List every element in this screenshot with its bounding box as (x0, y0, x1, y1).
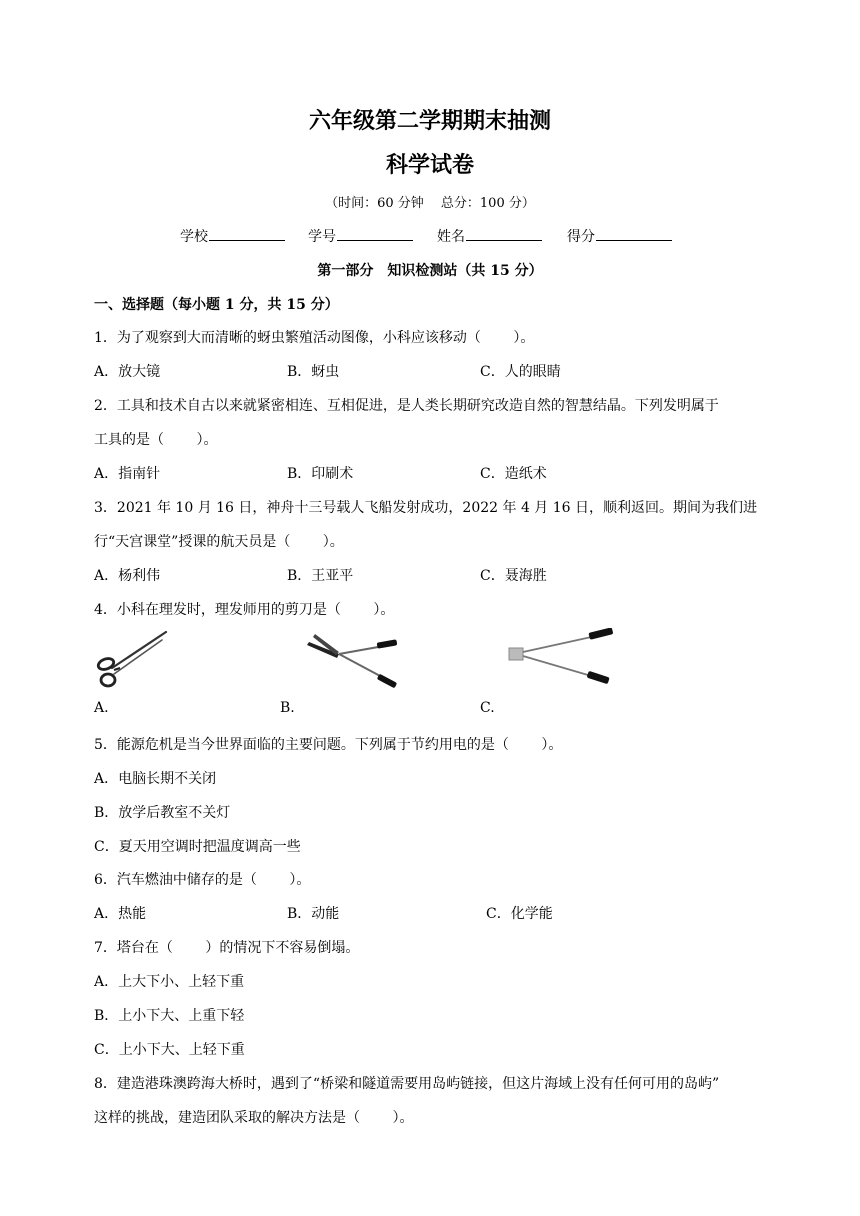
q2-option-a[interactable]: A．指南针 (94, 466, 161, 482)
q3-option-b[interactable]: B．王亚平 (287, 568, 354, 584)
q4-option-c[interactable]: C. (480, 700, 495, 716)
q4-option-a[interactable]: A. (94, 700, 109, 716)
q6-option-c[interactable]: C．化学能 (486, 906, 553, 922)
question-5: 5．能源危机是当今世界面临的主要问题。下列属于节约用电的是（ ）。 (94, 737, 563, 753)
q7-option-a[interactable]: A．上大下小、上轻下重 (94, 974, 245, 990)
question-4: 4．小科在理发时，理发师用的剪刀是（ ）。 (94, 602, 395, 618)
question-1: 1．为了观察到大而清晰的蚜虫繁殖活动图像，小科应该移动（ ）。 (94, 330, 535, 346)
exam-subtitle: 科学试卷 (385, 152, 474, 178)
question-8-line-1: 8．建造港珠澳跨海大桥时，遇到了“桥梁和隧道需要用岛屿链接，但这片海域上没有任何可用的岛屿” (94, 1076, 720, 1092)
question-3-line-2: 行“天宫课堂”授课的航天员是（ ）。 (94, 534, 344, 550)
info-student-id-label: 学号 (308, 229, 336, 245)
school-blank[interactable] (209, 226, 285, 241)
q1-option-c[interactable]: C．人的眼睛 (480, 364, 561, 380)
q1-option-a[interactable]: A．放大镜 (94, 364, 161, 380)
name-blank[interactable] (466, 226, 542, 241)
question-6: 6．汽车燃油中储存的是（ ）。 (94, 872, 311, 888)
q4-option-b[interactable]: B. (280, 700, 295, 716)
info-score[interactable] (567, 226, 672, 246)
section-title: 一、选择题（每小题 1 分，共 15 分） (94, 297, 339, 313)
question-7: 7．塔台在（ ）的情况下不容易倒塌。 (94, 940, 360, 956)
q5-option-a[interactable]: A．电脑长期不关闭 (94, 771, 217, 787)
q6-option-b[interactable]: B．动能 (287, 906, 340, 922)
info-name[interactable] (437, 226, 542, 246)
info-school-label: 学校 (180, 229, 208, 245)
info-school[interactable] (180, 226, 285, 246)
exam-title: 六年级第二学期期末抽测 (308, 108, 551, 134)
score-blank[interactable] (596, 226, 672, 241)
q5-option-b[interactable]: B．放学后教室不关灯 (94, 805, 231, 821)
time-info: （时间：60 分钟 总分：100 分） (325, 196, 535, 211)
info-name-label: 姓名 (437, 229, 465, 245)
q1-option-b[interactable]: B．蚜虫 (287, 364, 340, 380)
q6-option-a[interactable]: A．热能 (94, 906, 147, 922)
q7-option-b[interactable]: B．上小下大、上重下轻 (94, 1008, 245, 1024)
q7-option-c[interactable]: C．上小下大、上轻下重 (94, 1042, 245, 1058)
q2-option-c[interactable]: C．造纸术 (480, 466, 547, 482)
info-student-id[interactable] (308, 226, 413, 246)
question-3-line-1: 3．2021 年 10 月 16 日，神舟十三号载人飞船发射成功，2022 年 4 月 16 日，顺利返回。期间为我们进 (94, 500, 758, 516)
question-8-line-2: 这样的挑战，建造团队采取的解决方法是（ ）。 (94, 1110, 414, 1126)
student-id-blank[interactable] (337, 226, 413, 241)
q3-option-a[interactable]: A．杨利伟 (94, 568, 161, 584)
hair-scissors-icon (92, 630, 170, 692)
part-title: 第一部分 知识检测站（共 15 分） (317, 263, 543, 279)
q5-option-c[interactable]: C．夏天用空调时把温度调高一些 (94, 839, 301, 855)
question-2-line-2: 工具的是（ ）。 (94, 432, 218, 448)
info-score-label: 得分 (567, 229, 595, 245)
hedge-shears-icon (305, 632, 399, 688)
q2-option-b[interactable]: B．印刷术 (287, 466, 354, 482)
q3-option-c[interactable]: C．聂海胜 (480, 568, 547, 584)
bolt-cutter-icon (505, 628, 615, 686)
question-2-line-1: 2．工具和技术自古以来就紧密相连、互相促进，是人类长期研究改造自然的智慧结晶。下列发明属于 (94, 398, 719, 414)
